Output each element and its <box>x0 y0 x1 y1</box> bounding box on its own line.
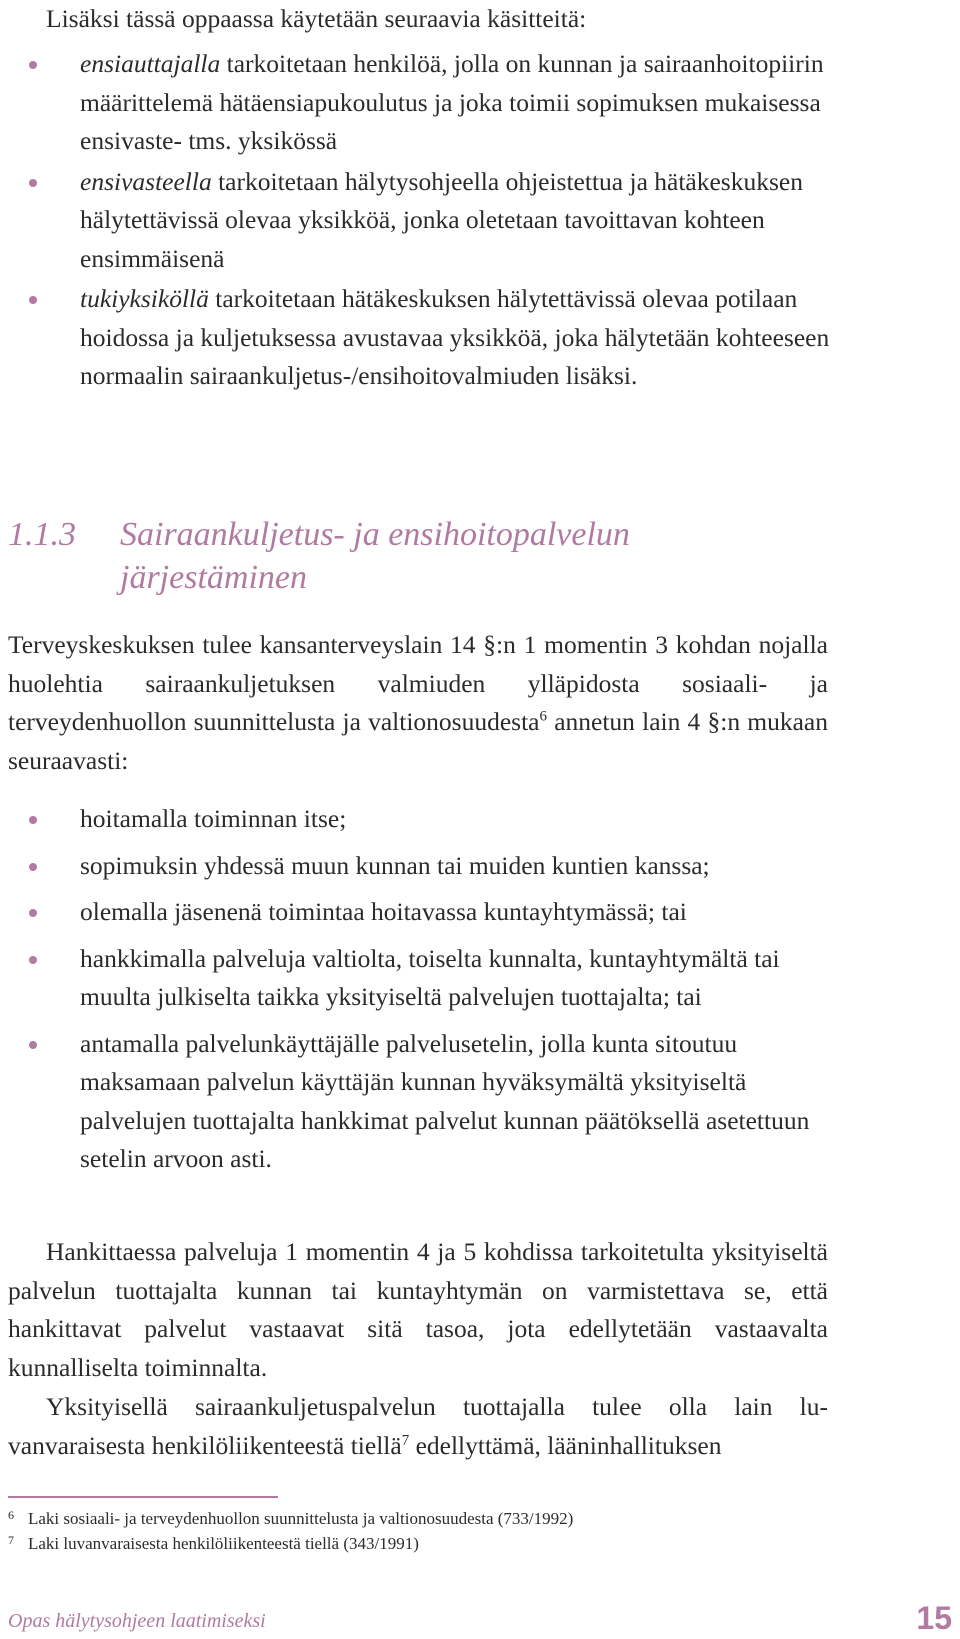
definition-item <box>0 163 840 279</box>
list-item-text: sopimuksin yhdessä muun kunnan tai muiden kuntien kanssa; <box>80 850 710 880</box>
definition-item <box>0 280 840 396</box>
bullet-icon <box>29 863 37 871</box>
definition-item <box>0 45 840 161</box>
method-list <box>0 800 960 1187</box>
list-item-text: hoitamalla toiminnan itse; <box>80 804 347 833</box>
section-number: 1.1.3 <box>8 516 76 553</box>
definition-term: ensivasteella <box>80 166 212 196</box>
section-title: Sairaankuljetus- ja ensihoitopalvelun järjestäminen <box>120 516 630 596</box>
definition-text: tarkoitetaan hätäkeskuksen hälytettävissä olevaa potilaan hoidossa ja kuljetuksessa avustavaa yksikköä, joka hälytetään kohteeseen normaalin sairaankuljetus-/ensihoitovalmiuden lisäksi. <box>80 284 830 390</box>
footnote-ref: 7 <box>401 1432 410 1448</box>
definition-term: ensiauttajalla <box>80 49 221 78</box>
definition-text: tarkoitetaan hälytysohjeella ohjeistettua ja hätäkeskuksen hälytettävissä olevaa yksikköä, jonka oletetaan tavoittavan kohteen ensimmäisenä <box>80 166 803 273</box>
list-item <box>0 1025 840 1179</box>
footnote-number: 6 <box>8 1508 14 1522</box>
list-item <box>0 847 840 886</box>
list-item <box>0 940 840 1017</box>
bullet-icon <box>29 909 37 917</box>
list-item <box>0 800 840 839</box>
paragraph <box>8 1388 828 1465</box>
paragraph-text: Yksityisellä sairaankuljetuspalvelun tuottajalla tulee olla lain luvanvaraisesta henkilöliikenteestä tiellä <box>8 1392 828 1460</box>
bullet-icon <box>29 179 37 187</box>
list-item <box>0 893 840 932</box>
bullet-icon <box>29 816 37 824</box>
bullet-icon <box>29 1041 37 1049</box>
footer-title: Opas hälytysohjeen laatimiseksi <box>8 1610 266 1632</box>
intro-line: Lisäksi tässä oppaassa käytetään seuraavia käsitteitä: <box>46 4 587 33</box>
paragraph <box>8 626 828 780</box>
bullet-icon <box>29 956 37 964</box>
paragraph-text: edellyttämä, lääninhallituksen <box>409 1430 722 1460</box>
paragraph: Hankittaessa palveluja 1 momentin 4 ja 5 kohdissa tarkoitetulta yksityiseltä palvelun tuottajalta kunnan tai kuntayhtymän on varmistettava se, että hankittavat palvelut vastaavat sitä tasoa, jota edellytetään vastaavalta kunnalliselta toiminnalta. <box>8 1237 828 1382</box>
definition-term: tukiyksiköllä <box>80 284 209 313</box>
footnote <box>8 1531 908 1556</box>
section-heading <box>8 513 908 599</box>
footnote-ref: 6 <box>539 708 547 725</box>
list-item-text: olemalla jäsenenä toimintaa hoitavassa kuntayhtymässä; tai <box>80 897 687 926</box>
list-item-text: antamalla palvelunkäyttäjälle palvelusetelin, jolla kunta sitoutuu maksamaan palvelun käyttäjän kunnan hyväksymältä yksityiseltä palvelujen tuottajalta hankkimat palvelut kunnan päätöksellä asetettuun setelin arvoon asti. <box>80 1028 810 1173</box>
footnote-divider <box>8 1496 278 1498</box>
footnote-number: 7 <box>8 1533 14 1547</box>
bullet-icon <box>29 61 37 69</box>
footnotes <box>8 1506 908 1556</box>
list-item-text: hankkimalla palveluja valtiolta, toiselta kunnalta, kuntayhtymältä tai muulta julkiselta taikka yksityiseltä palvelujen tuottajalta; tai <box>80 943 780 1011</box>
definitions-list <box>0 45 960 398</box>
definition-text: tarkoitetaan henkilöä, jolla on kunnan ja sairaanhoitopiirin määrittelemä hätäensiapukoulutus ja joka toimii sopimuksen mukaisessa ensivaste- tms. yksikössä <box>80 49 824 155</box>
footnote-text: Laki luvanvaraisesta henkilöliikenteestä tiellä (343/1991) <box>28 1534 419 1553</box>
page-number: 15 <box>916 1600 952 1636</box>
footnote-text: Laki sosiaali- ja terveydenhuollon suunnittelusta ja valtionosuudesta (733/1992) <box>28 1509 574 1528</box>
paragraph-text: Terveyskeskuksen tulee kansanterveyslain 14 §:n 1 momentin 3 kohdan nojalla huolehtia sairaankuljetuksen valmiuden ylläpidosta sosiaali- ja terveydenhuollon suunnittelusta ja valtionosuudesta <box>8 630 828 736</box>
paragraph-text: annetun lain 4 §:n mukaan seuraavasti: <box>8 707 829 775</box>
footnote <box>8 1506 908 1531</box>
bullet-icon <box>29 296 37 304</box>
